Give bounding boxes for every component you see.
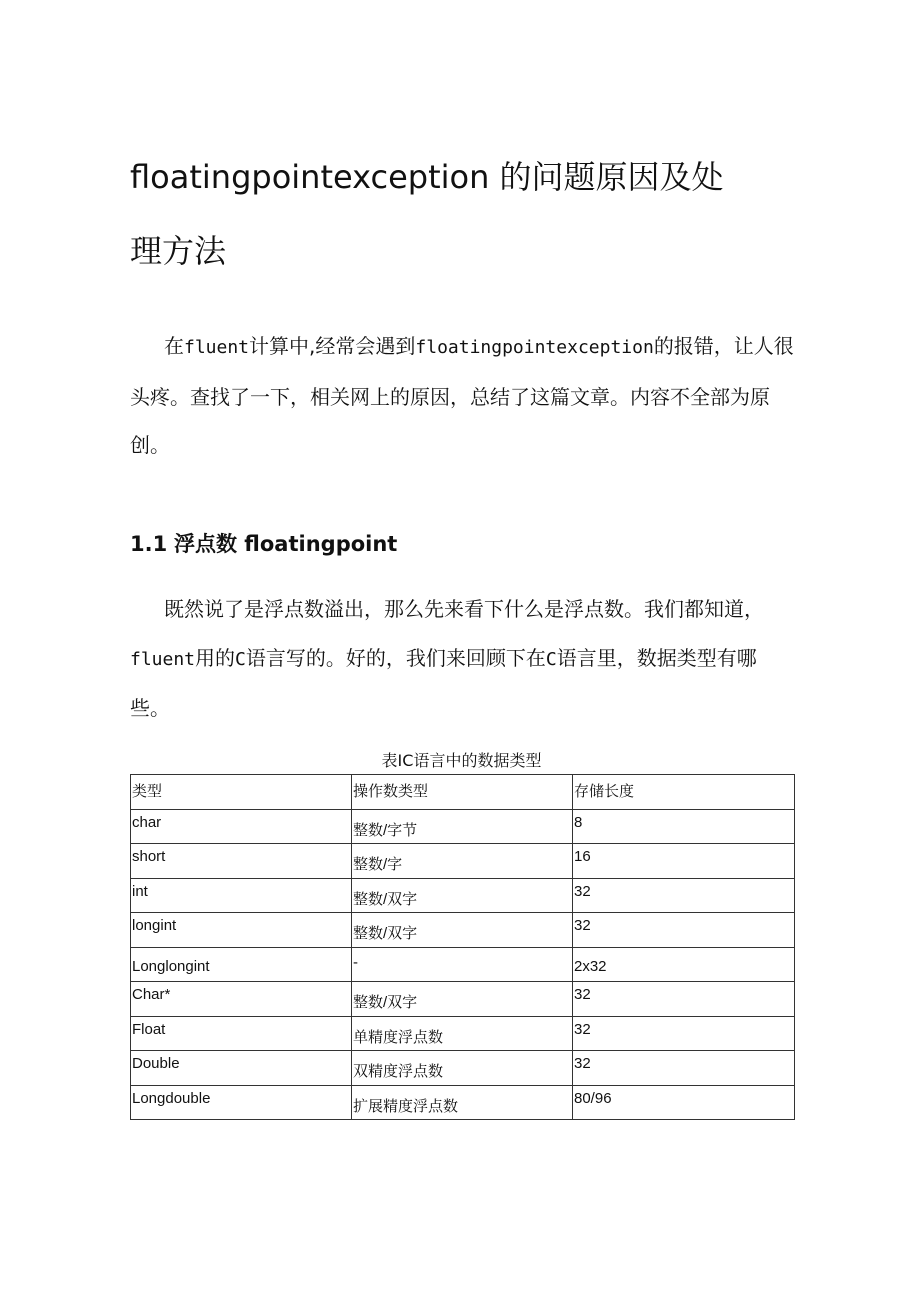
table-row — [131, 809, 795, 844]
cell-storage-length: 80/96 — [573, 1085, 795, 1120]
section-title: 浮点数 floatingpoint — [174, 532, 398, 556]
table-row — [131, 1085, 795, 1120]
cell-operand-type: 整数/双字 — [352, 878, 573, 913]
cell-type: Longdouble — [131, 1085, 352, 1120]
cell-operand-type: 整数/字 — [352, 844, 573, 879]
cell-type: Char* — [131, 982, 352, 1017]
section-number: 1.1 — [130, 532, 168, 556]
body-code-c-1: C — [235, 648, 246, 670]
intro-code-exception: floatingpointexception — [415, 337, 654, 358]
header-type: 类型 — [131, 775, 352, 810]
body-code-fluent: fluent — [130, 648, 196, 670]
body-text-3: 语言写的。好的，我们来回顾下在 — [245, 645, 546, 670]
body-text-1: 既然说了是浮点数溢出，那么先来看下什么是浮点数。我们都知道， — [164, 597, 764, 621]
cell-storage-length: 2x32 — [573, 947, 795, 982]
cell-type: longint — [131, 913, 352, 948]
header-storage-length: 存储长度 — [573, 775, 795, 810]
table-caption: 表IC语言中的数据类型 — [381, 751, 542, 770]
cell-storage-length: 16 — [573, 844, 795, 879]
cell-storage-length: 32 — [573, 1051, 795, 1086]
table-row — [131, 947, 795, 982]
cell-storage-length: 32 — [573, 913, 795, 948]
cell-operand-type: 单精度浮点数 — [352, 1016, 573, 1051]
data-types-table — [130, 774, 795, 1120]
table-row — [131, 1016, 795, 1051]
table-row — [131, 982, 795, 1017]
cell-type: Float — [131, 1016, 352, 1051]
cell-operand-type: 整数/双字 — [352, 982, 573, 1017]
doc-title-line-2: 理方法 — [130, 232, 227, 270]
body-text-4: 语言里，数据类型有哪些。 — [130, 645, 757, 720]
section-heading — [130, 528, 397, 558]
table-header-row — [131, 775, 795, 810]
intro-text-3: 的报错，让人很头疼。查找了一下，相关网上的原因，总结了这篇文章。内容不全部为原创。 — [130, 334, 794, 457]
cell-operand-type: - — [352, 947, 573, 982]
body-text-2: 用的 — [195, 645, 236, 670]
cell-operand-type: 扩展精度浮点数 — [352, 1085, 573, 1120]
table-row — [131, 844, 795, 879]
header-operand-type: 操作数类型 — [352, 775, 573, 810]
intro-paragraph — [130, 322, 795, 470]
table-row — [131, 878, 795, 913]
cell-operand-type: 双精度浮点数 — [352, 1051, 573, 1086]
cell-type: Double — [131, 1051, 352, 1086]
cell-operand-type: 整数/双字 — [352, 913, 573, 948]
cell-storage-length: 32 — [573, 982, 795, 1017]
cell-type: short — [131, 844, 352, 879]
intro-text-1: 在 — [164, 334, 184, 358]
body-code-c-2: C — [545, 648, 557, 670]
doc-title-line-1: floatingpointexception 的问题原因及处 — [130, 158, 724, 196]
cell-type: int — [131, 878, 352, 913]
cell-operand-type: 整数/字节 — [352, 809, 573, 844]
intro-text-2: 计算中,经常会遇到 — [249, 334, 416, 358]
body-paragraph — [130, 585, 795, 733]
intro-code-fluent: fluent — [184, 337, 250, 358]
cell-type: Longlongint — [131, 947, 352, 982]
table-row — [131, 1051, 795, 1086]
cell-type: char — [131, 809, 352, 844]
cell-storage-length: 32 — [573, 1016, 795, 1051]
table-row — [131, 913, 795, 948]
cell-storage-length: 32 — [573, 878, 795, 913]
cell-storage-length: 8 — [573, 809, 795, 844]
